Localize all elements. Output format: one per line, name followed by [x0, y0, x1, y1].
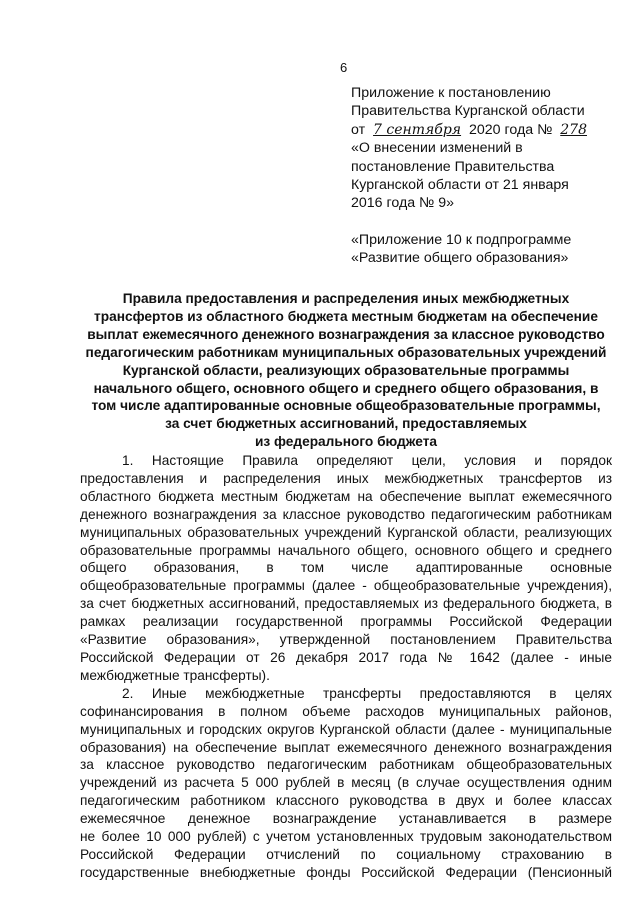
title-line: выплат ежемесячного денежного вознаграждения за классное руководство: [87, 326, 605, 342]
title-line: трансфертов из областного бюджета местным бюджетам на обеспечение: [94, 308, 598, 324]
paragraph-line: ежемесячное денежное вознаграждение устанавливается в размере: [80, 811, 612, 827]
title-line: начального общего, основного общего и среднего общего образования, в: [93, 380, 599, 396]
paragraph-line: общеобразовательные программы (далее - общеобразовательные учреждения),: [80, 578, 612, 594]
paragraph-line: образования) на обеспечение выплат ежемесячного денежного вознаграждения: [80, 739, 612, 755]
title-line: педагогическим работникам муниципальных образовательных учреждений: [85, 344, 607, 360]
paragraph-1: [80, 452, 612, 685]
handwritten-number: 278: [560, 121, 587, 138]
paragraph-line: рамках реализации государственной программы Российской Федерации: [80, 614, 612, 630]
appendix-line: постановление Правительства: [351, 158, 555, 175]
paragraph-line: муниципальных образовательных учреждений Курганской области, реализующих: [80, 524, 612, 540]
paragraph-line: за счет бюджетных ассигнований, предоставляемых из федерального бюджета, в: [80, 596, 612, 612]
paragraph-line: предоставления и распределения иных межбюджетных трансфертов из: [80, 470, 612, 486]
appendix-line: Курганской области от 21 января: [351, 177, 569, 194]
paragraph-line: педагогическим работником классного руководства в двух и более классах: [80, 793, 612, 809]
paragraph-line: «Развитие образования», утвержденной постановлением Правительства: [80, 632, 612, 648]
paragraph-line: не более 10 000 рублей) с учетом установленных трудовым законодательством: [80, 829, 612, 845]
paragraph-line: софинансирования в полном объеме расходов муниципальных районов,: [80, 703, 612, 719]
title-line: за счет бюджетных ассигнований, предоставляемых: [165, 416, 527, 432]
paragraph-line: 2. Иные межбюджетные трансферты предоставляются в целях: [122, 685, 612, 701]
document-body: [80, 452, 612, 882]
appendix-date-line: [351, 121, 631, 139]
page-number: 6: [340, 60, 348, 75]
paragraph-line: общего образования, в том числе адаптированные основные: [80, 560, 612, 576]
paragraph-2: [80, 685, 612, 882]
title-line: Правила предоставления и распределения иных межбюджетных: [122, 291, 570, 306]
paragraph-line: межбюджетные трансферты).: [80, 667, 270, 683]
paragraph-line: Российской Федерации отчислений по социальному страхованию в: [80, 846, 612, 862]
paragraph-line: областного бюджета местным бюджетам на обеспечение выплат ежемесячного: [80, 488, 612, 504]
appendix-from-label: от: [351, 121, 366, 138]
document-title: [80, 290, 612, 451]
paragraph-line: за классное руководство педагогическим работникам общеобразовательных: [80, 757, 612, 773]
title-line: из федерального бюджета: [254, 434, 438, 450]
paragraph-line: государственные внебюджетные фонды Российской Федерации (Пенсионный: [80, 864, 612, 880]
appendix-line: Правительства Курганской области: [351, 103, 585, 120]
appendix-year-label: 2020 года №: [469, 121, 553, 138]
paragraph-line: образовательные программы начального общего, основного общего и среднего: [80, 542, 612, 558]
paragraph-line: учреждений из расчета 5 000 рублей в месяц (в случае осуществления одним: [80, 775, 612, 791]
appendix-header: [351, 84, 631, 268]
title-line: том числе адаптированные основные общеобразовательные программы,: [91, 398, 601, 414]
appendix-line: «О внесении изменений в: [351, 140, 523, 157]
appendix-line: Приложение к постановлению: [351, 85, 551, 101]
paragraph-line: денежного вознаграждения за классное руководство педагогическим работникам: [80, 506, 612, 522]
appendix-line: «Развитие общего образования»: [351, 250, 569, 267]
handwritten-date: 7 сентября: [373, 121, 462, 138]
paragraph-line: 1. Настоящие Правила определяют цели, условия и порядок: [122, 453, 612, 468]
paragraph-line: муниципальных и городских округов Курганской области (далее - муниципальные: [80, 721, 612, 737]
appendix-line: 2016 года № 9»: [351, 195, 454, 212]
title-line: Курганской области, реализующих образовательные программы: [122, 362, 570, 378]
paragraph-line: Российской Федерации от 26 декабря 2017 года № 1642 (далее - иные: [80, 649, 612, 665]
appendix-line: «Приложение 10 к подпрограмме: [351, 231, 572, 248]
